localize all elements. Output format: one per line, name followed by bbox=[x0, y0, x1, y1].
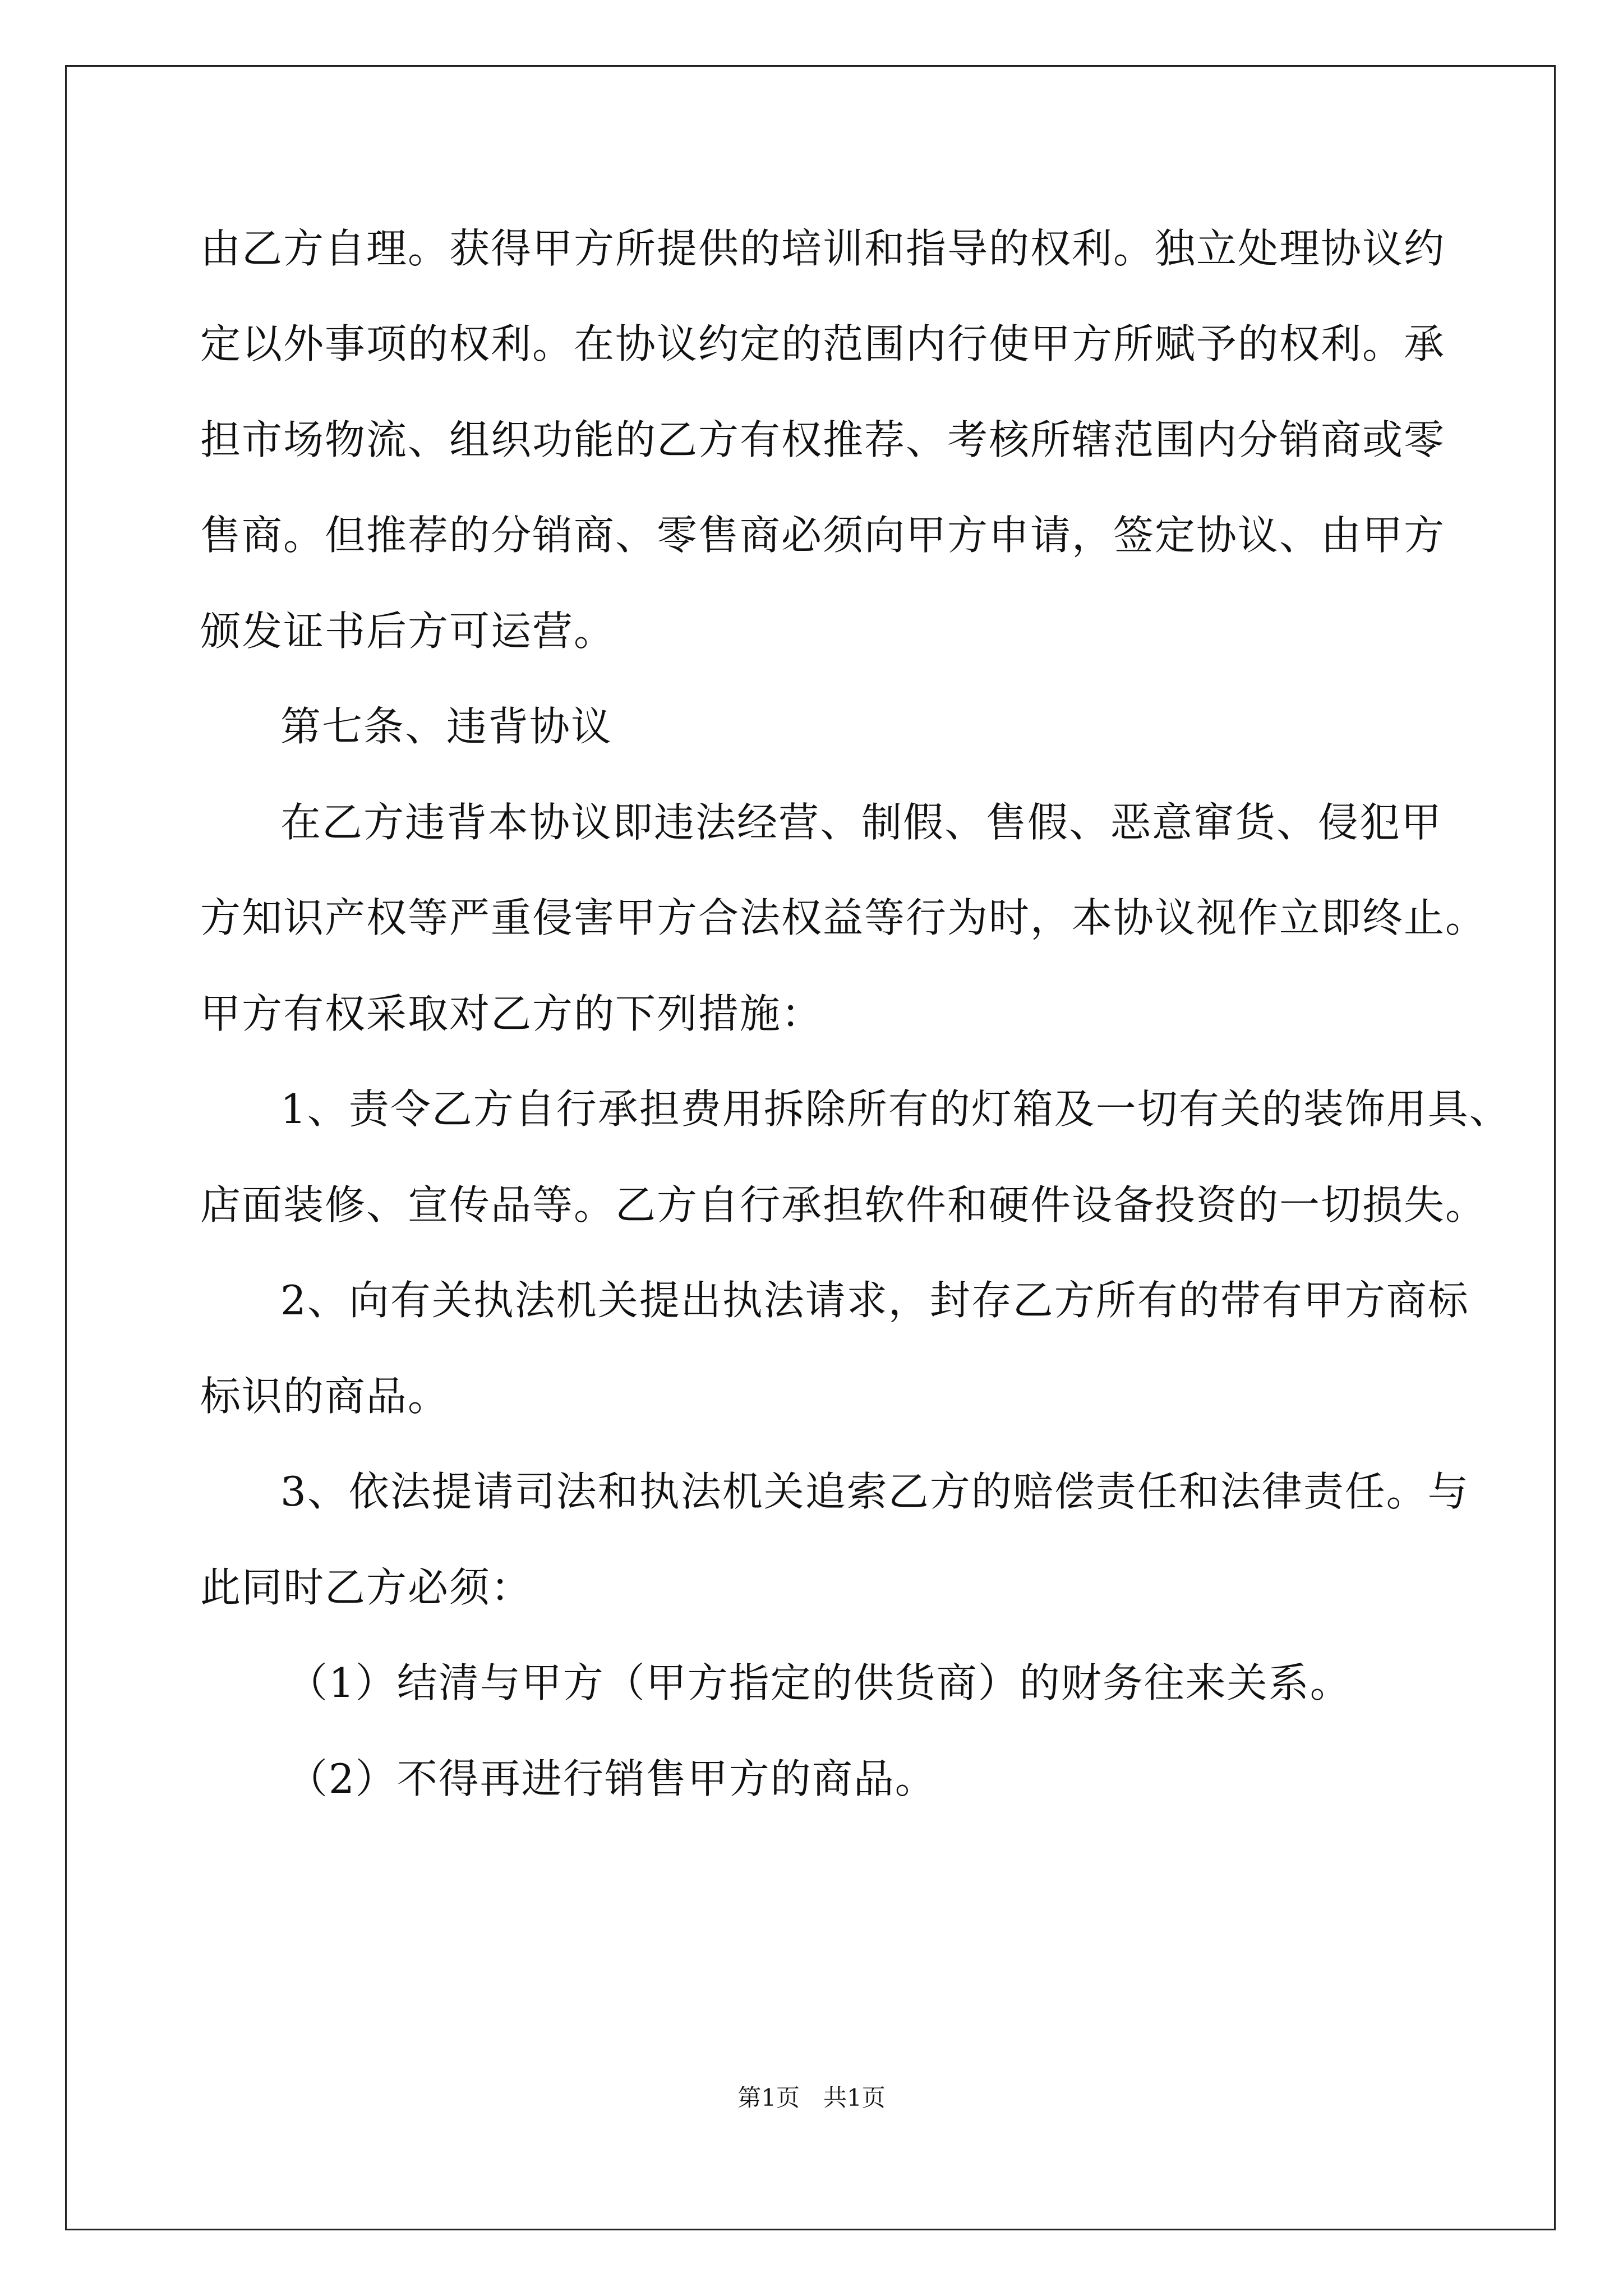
list-item-text: 店面装修、宣传品等。乙方自行承担软件和硬件设备投资的一切损失。 bbox=[200, 1181, 1487, 1228]
body-text-line: 方知识产权等严重侵害甲方合法权益等行为时，本协议视作立即终止。 bbox=[200, 894, 1487, 941]
body-text-line: 颁发证书后方可运营。 bbox=[200, 608, 616, 655]
page-number-footer: 第1页 共1页 bbox=[737, 2084, 886, 2111]
body-text-line: 在乙方违背本协议即违法经营、制假、售假、恶意窜货、侵犯甲 bbox=[280, 799, 1443, 846]
list-item-text: 标识的商品。 bbox=[200, 1373, 450, 1420]
list-item-text: 此同时乙方必须： bbox=[200, 1564, 533, 1611]
list-item-text: 3、依法提请司法和执法机关追索乙方的赔偿责任和法律责任。与 bbox=[280, 1468, 1469, 1515]
sub-list-item: （1）结清与甲方（甲方指定的供货商）的财务往来关系。 bbox=[287, 1659, 1352, 1706]
section-heading: 第七条、违背协议 bbox=[280, 703, 613, 750]
body-text-line: 担市场物流、组织功能的乙方有权推荐、考核所辖范围内分销商或零 bbox=[200, 416, 1446, 463]
body-text-line: 甲方有权采取对乙方的下列措施： bbox=[200, 990, 823, 1037]
body-text-line: 定以外事项的权利。在协议约定的范围内行使甲方所赋予的权利。承 bbox=[200, 320, 1446, 367]
list-item-text: 2、向有关执法机关提出执法请求，封存乙方所有的带有甲方商标 bbox=[280, 1277, 1469, 1324]
body-text-line: 售商。但推荐的分销商、零售商必须向甲方申请，签定协议、由甲方 bbox=[200, 512, 1446, 559]
page-border bbox=[65, 65, 1556, 2230]
sub-list-item: （2）不得再进行销售甲方的商品。 bbox=[287, 1755, 937, 1802]
list-item-text: 1、责令乙方自行承担费用拆除所有的灯箱及一切有关的装饰用具、 bbox=[280, 1085, 1511, 1133]
body-text-line: 由乙方自理。获得甲方所提供的培训和指导的权利。独立处理协议约 bbox=[200, 225, 1446, 272]
